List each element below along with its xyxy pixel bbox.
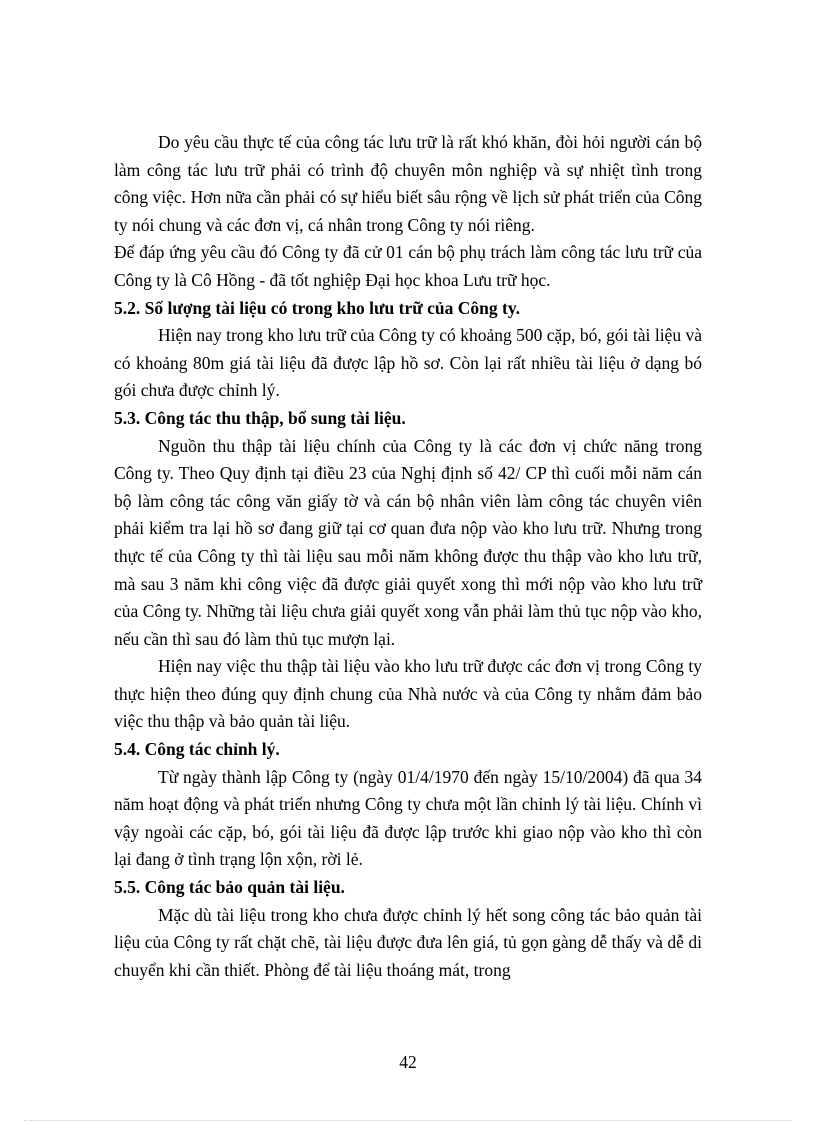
paragraph: Hiện nay trong kho lưu trữ của Công ty có khoảng 500 cặp, bó, gói tài liệu và có khoảng 80m giá tài liệu đã được lập hồ sơ. Còn lại rất nhiều tài liệu ở dạng bó gói chưa được chỉnh lý. [114, 325, 702, 401]
document-body [114, 129, 702, 984]
paragraph: Từ ngày thành lập Công ty (ngày 01/4/1970 đến ngày 15/10/2004) đã qua 34 năm hoạt động và phát triển nhưng Công ty chưa một lần chỉnh lý tài liệu. Chính vì vậy ngoài các cặp, bó, gói tài liệu đã được lập trước khi giao nộp vào kho thì còn lại đang ở tình trạng lộn xộn, rời lẻ. [114, 766, 702, 870]
page-number: 42 [399, 1052, 417, 1072]
paragraph: Hiện nay việc thu thập tài liệu vào kho lưu trữ được các đơn vị trong Công ty thực hiện theo đúng quy định chung của Nhà nước và của Công ty nhằm đảm bảo việc thu thập và bảo quản tài liệu. [114, 656, 702, 732]
paragraph: Do yêu cầu thực tế của công tác lưu trữ là rất khó khăn, đòi hỏi người cán bộ làm công tác lưu trữ phải có trình độ chuyên môn nghiệp và sự nhiệt tình trong công việc. Hơn nữa cần phải có sự hiểu biết sâu rộng về lịch sử phát triển của Công ty nói chung và các đơn vị, cá nhân trong Công ty nói riêng. [114, 132, 702, 235]
paragraph: Mặc dù tài liệu trong kho chưa được chỉnh lý hết song công tác bảo quản tài liệu của Công ty rất chặt chẽ, tài liệu được đưa lên giá, tủ gọn gàng dễ thấy và dễ di chuyển khi cần thiết. Phòng để tài liệu thoáng mát, trong [114, 904, 702, 980]
footer-divider [24, 1120, 792, 1121]
section-heading: 5.4. Công tác chỉnh lý. [114, 739, 280, 760]
paragraph: Để đáp ứng yêu cầu đó Công ty đã cử 01 cán bộ phụ trách làm công tác lưu trữ của Công ty là Cô Hồng - đã tốt nghiệp Đại học khoa Lưu trữ học. [114, 242, 702, 290]
section-heading: 5.2. Số lượng tài liệu có trong kho lưu trữ của Công ty. [114, 297, 520, 318]
section-heading: 5.3. Công tác thu thập, bổ sung tài liệu. [114, 407, 406, 428]
section-heading: 5.5. Công tác bảo quản tài liệu. [114, 877, 345, 898]
paragraph: Nguồn thu thập tài liệu chính của Công ty là các đơn vị chức năng trong Công ty. Theo Quy định tại điều 23 của Nghị định số 42/ CP thì cuối mỗi năm cán bộ làm công tác công văn giấy tờ và cán bộ nhân viên làm công tác chuyên viên phải kiểm tra lại hồ sơ đang giữ tại cơ quan đưa nộp vào kho lưu trữ. Nhưng trong thực tế của Công ty thì tài liệu sau mỗi năm không được thu thập vào kho lưu trữ, mà sau 3 năm khi công việc đã được giải quyết xong thì mới nộp vào kho lưu trữ của Công ty. Những tài liệu chưa giải quyết xong vẫn phải làm thủ tục nộp vào kho, nếu cần thì sau đó làm thủ tục mượn lại. [114, 435, 702, 649]
